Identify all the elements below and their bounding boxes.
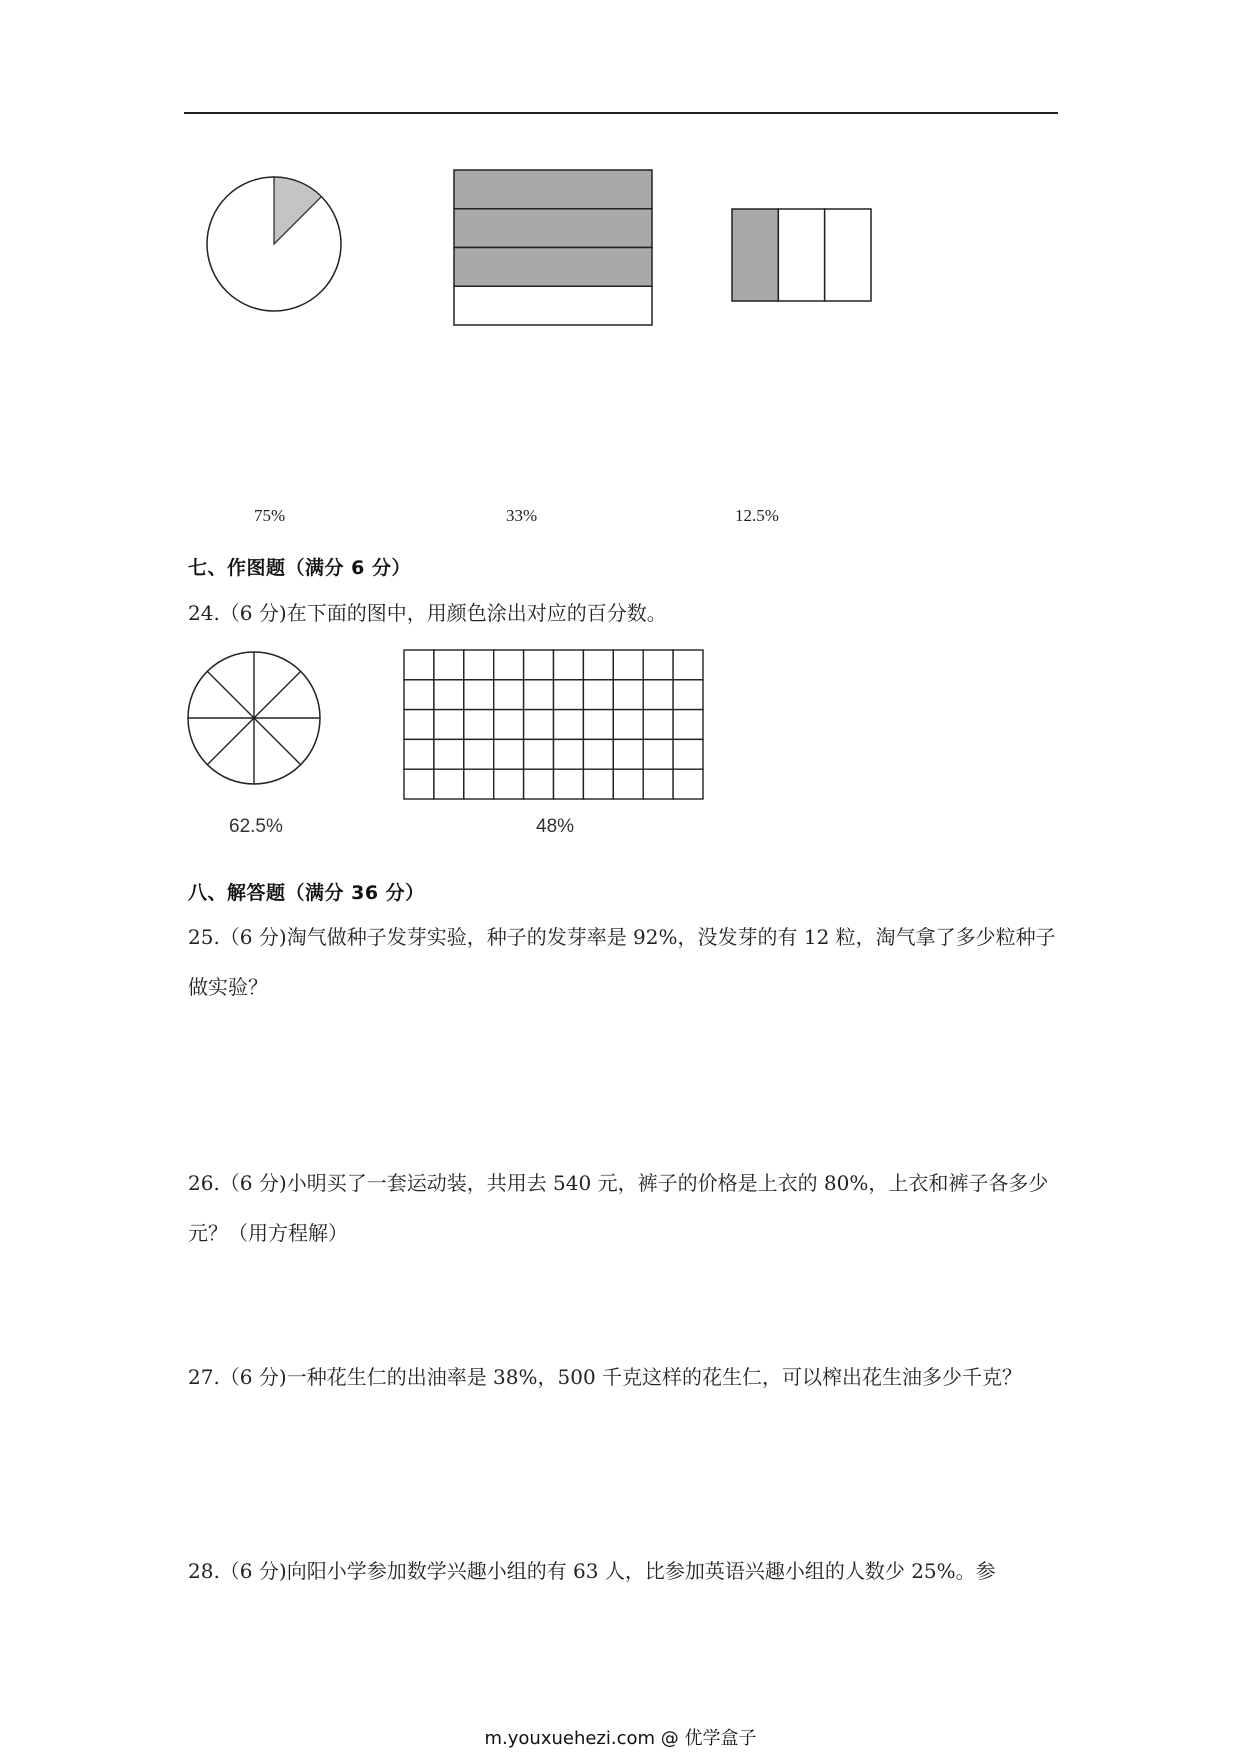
grid-cell (524, 710, 554, 740)
grid-cell (524, 739, 554, 769)
question-25: 25.（6 分)淘气做种子发芽实验，种子的发芽率是 92%，没发芽的有 12 粒，淘气拿了多少粒种子做实验？ (188, 925, 1056, 999)
column-cell-3 (825, 209, 871, 301)
grid-cell (673, 739, 703, 769)
grid-cell (404, 710, 434, 740)
grid-cell (494, 710, 524, 740)
grid-cell (673, 769, 703, 799)
grid-cell (554, 710, 584, 740)
percent-label-33: 33% (506, 506, 538, 525)
bar-row-1 (454, 170, 652, 209)
grid-cell (524, 680, 554, 710)
grid-cell (434, 680, 464, 710)
section-7-heading: 七、作图题（满分 6 分） (188, 557, 411, 579)
question-26: 26.（6 分)小明买了一套运动装，共用去 540 元，裤子的价格是上衣的 80%，上衣和裤子各多少元？（用方程解） (188, 1171, 1049, 1245)
grid-cell (643, 710, 673, 740)
grid-cell (554, 650, 584, 680)
grid-cell (643, 769, 673, 799)
grid-cell (404, 650, 434, 680)
footer-source: m.youxuehezi.com @ 优学盒子 (484, 1728, 757, 1749)
grid-cell (673, 650, 703, 680)
section-8-heading: 八、解答题（满分 36 分） (188, 882, 425, 904)
grid-cell (613, 739, 643, 769)
bar-row-3 (454, 248, 652, 287)
grid-cell (583, 650, 613, 680)
grid-cell (494, 650, 524, 680)
grid-cell (404, 739, 434, 769)
grid-cell (613, 680, 643, 710)
grid-cell (583, 710, 613, 740)
grid-cell (464, 650, 494, 680)
grid-cell (613, 769, 643, 799)
grid-cell (554, 680, 584, 710)
grid-cell (583, 680, 613, 710)
circle-percent-label: 62.5% (229, 816, 283, 837)
grid-cell (494, 680, 524, 710)
grid-percent-label: 48% (536, 816, 575, 837)
grid-cell (613, 710, 643, 740)
column-cell-1 (732, 209, 778, 301)
grid-cell (643, 650, 673, 680)
grid-cell (524, 769, 554, 799)
percent-label-75: 75% (254, 506, 286, 525)
bar-row-2 (454, 209, 652, 248)
grid-cell (554, 739, 584, 769)
bar-row-4 (454, 286, 652, 325)
grid-cell (404, 769, 434, 799)
grid-cell (434, 650, 464, 680)
column-cell-2 (778, 209, 824, 301)
grid-cell (434, 710, 464, 740)
grid-cell (494, 739, 524, 769)
grid-cell (673, 710, 703, 740)
grid-cell (583, 739, 613, 769)
grid-cell (673, 680, 703, 710)
grid-cell (524, 650, 554, 680)
pie-figure (205, 175, 345, 315)
columns-figure (731, 208, 872, 302)
grid-cell (583, 769, 613, 799)
grid-cell (464, 769, 494, 799)
sector-circle-figure (186, 650, 322, 786)
grid-cell (464, 739, 494, 769)
grid-cell (643, 680, 673, 710)
grid-cell (404, 680, 434, 710)
grid-cell (494, 769, 524, 799)
question-24: 24.（6 分)在下面的图中，用颜色涂出对应的百分数。 (188, 601, 667, 625)
bars-figure (453, 169, 653, 326)
grid-cell (613, 650, 643, 680)
question-27: 27.（6 分)一种花生仁的出油率是 38%，500 千克这样的花生仁，可以榨出花生油多少千克？ (188, 1365, 1023, 1389)
grid-cell (464, 680, 494, 710)
grid-cell (554, 769, 584, 799)
grid-cell (434, 769, 464, 799)
grid-figure (403, 649, 704, 800)
grid-cell (643, 739, 673, 769)
percent-label-12-5: 12.5% (735, 506, 779, 525)
grid-cell (464, 710, 494, 740)
header-rule (184, 112, 1058, 114)
question-28: 28.（6 分)向阳小学参加数学兴趣小组的有 63 人，比参加英语兴趣小组的人数少 25%。参 (188, 1559, 996, 1583)
grid-cell (434, 739, 464, 769)
